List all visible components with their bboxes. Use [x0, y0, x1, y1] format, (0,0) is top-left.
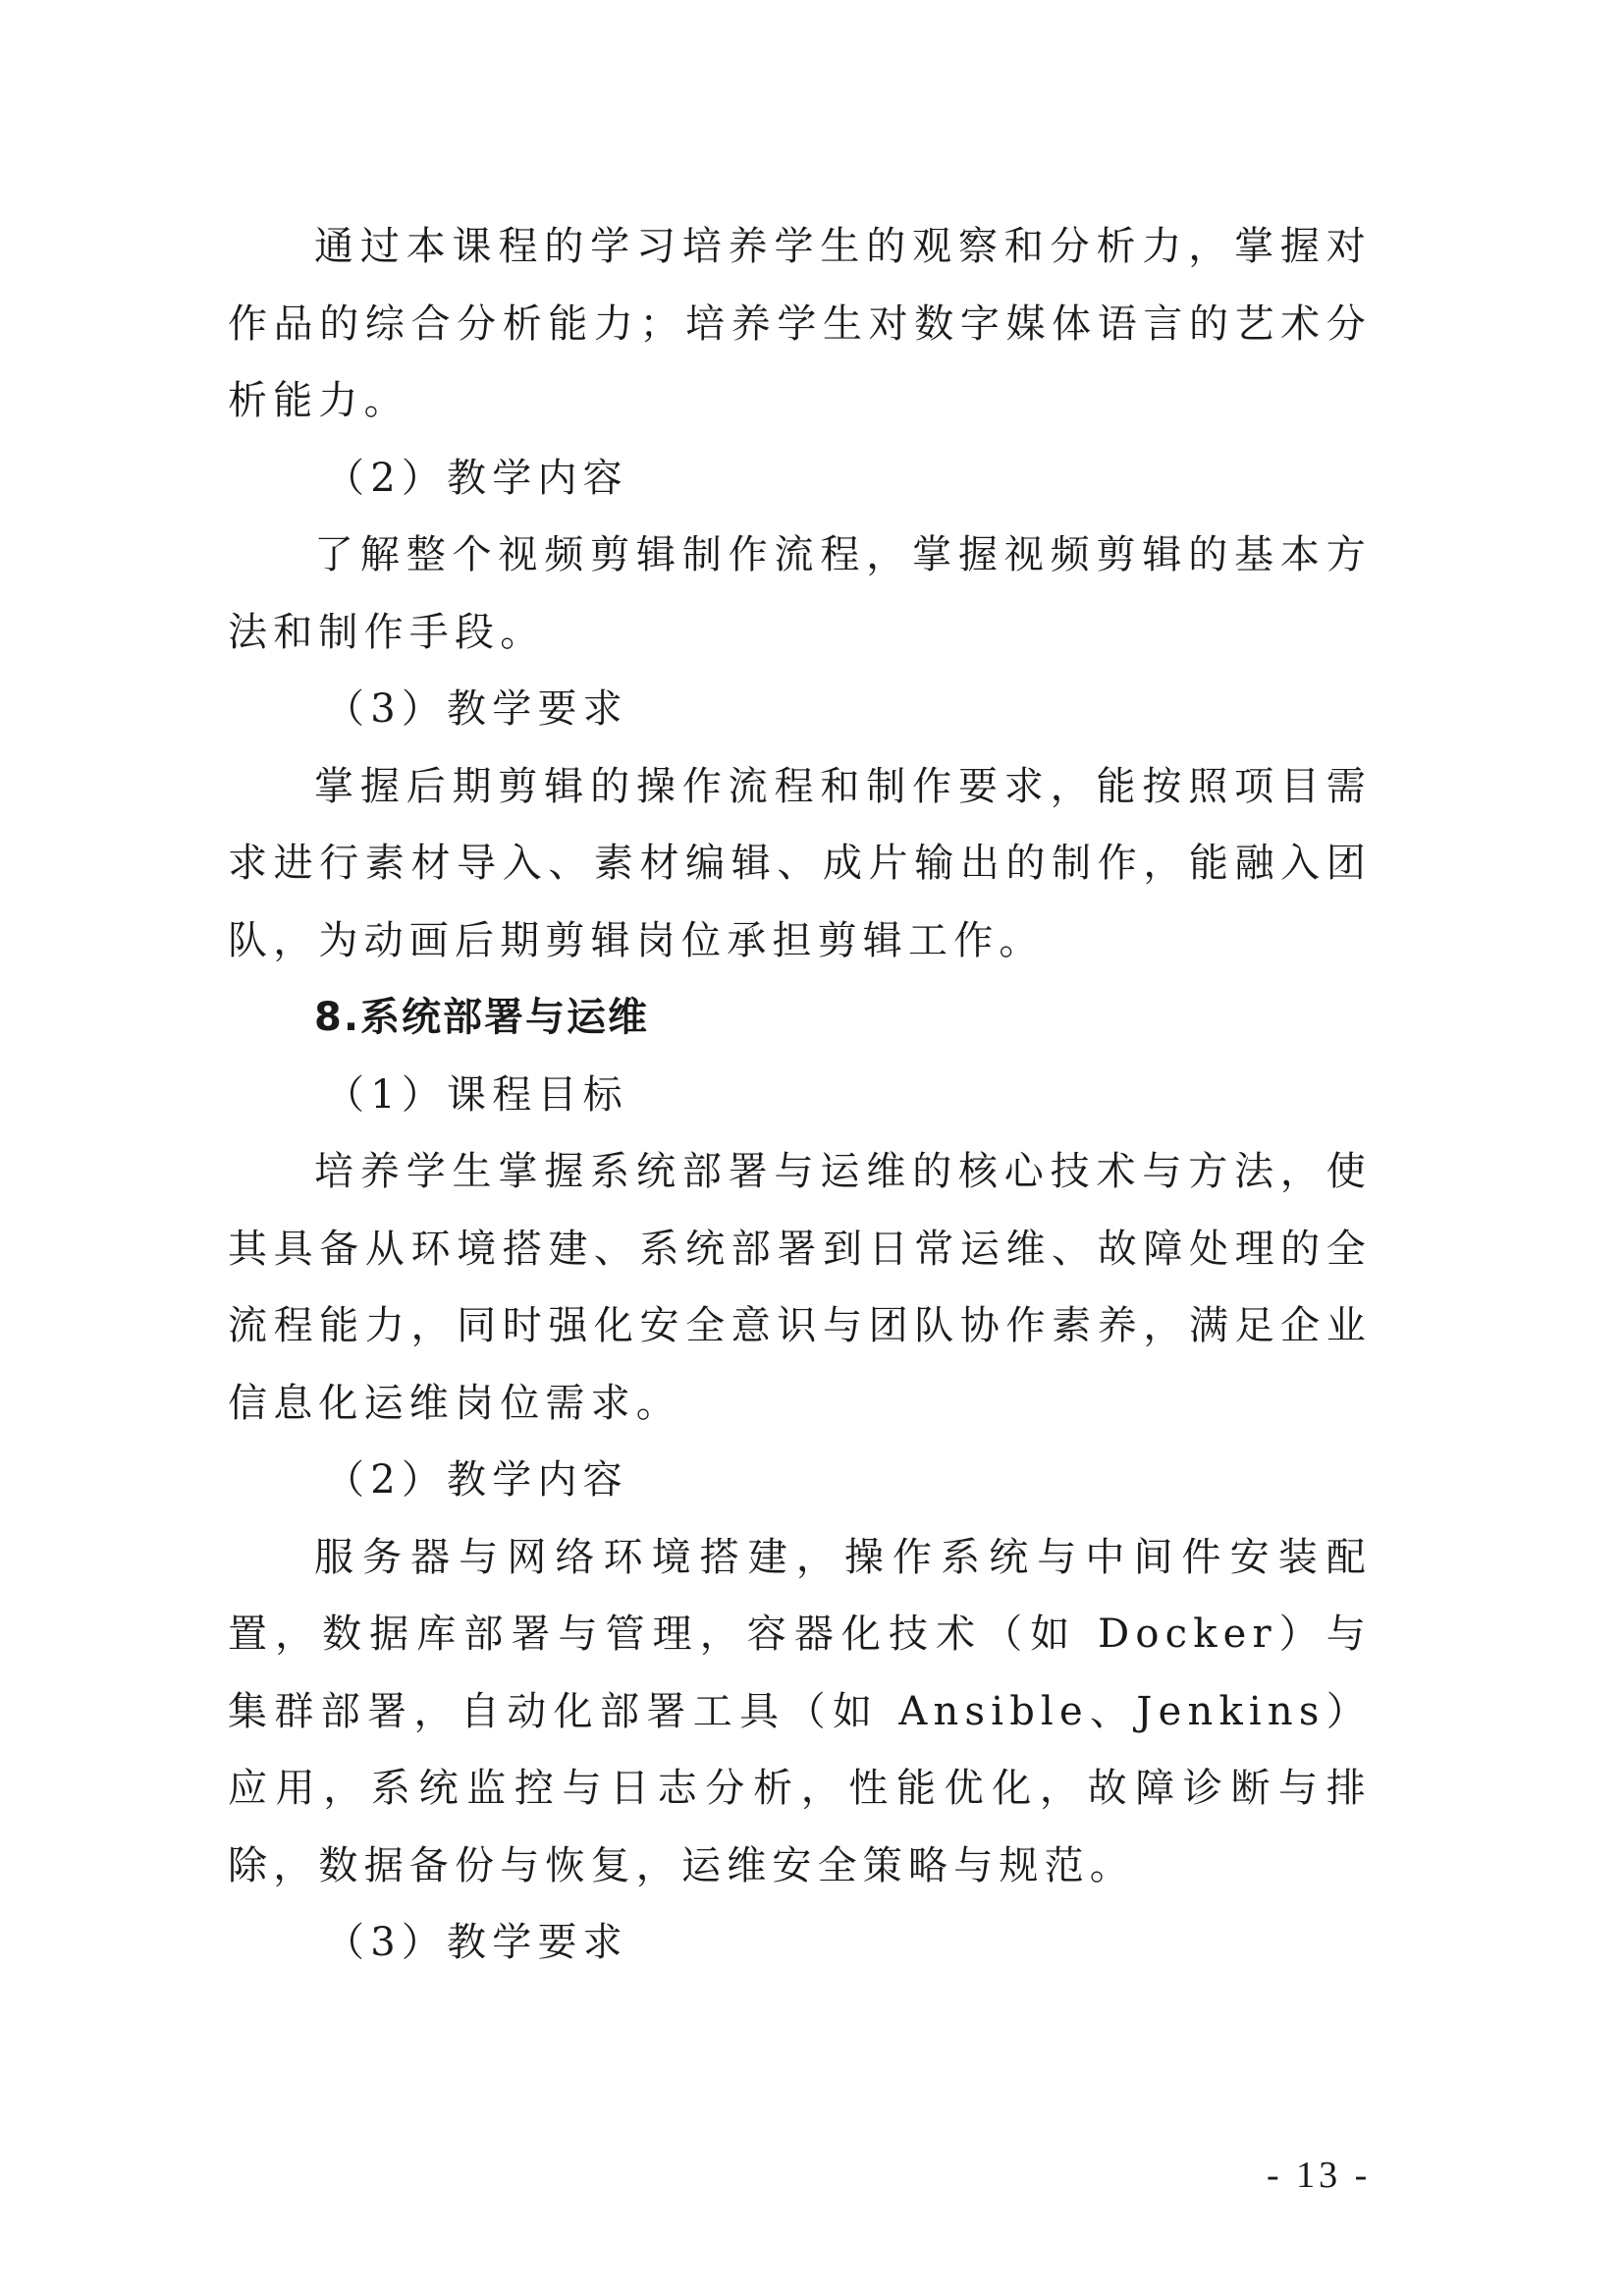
subheading-course-goal: （1）课程目标: [325, 1071, 628, 1118]
page-number: - 13 -: [1267, 2155, 1372, 2196]
subheading-teaching-content: （2）教学内容: [325, 455, 628, 501]
subheading-teaching-requirements: （3）教学要求: [325, 686, 628, 732]
document-body: [228, 208, 1372, 1982]
paragraph-course-goal-text: 通过本课程的学习培养学生的观察和分析力，掌握对作品的综合分析能力；培养学生对数字媒体语言的艺术分析能力。: [228, 224, 1372, 423]
section-heading-system-deployment: 8.系统部署与运维: [314, 995, 650, 1040]
paragraph-course-goal: 培养学生掌握系统部署与运维的核心技术与方法，使其具备从环境搭建、系统部署到日常运维、故障处理的全流程能力，同时强化安全意识与团队协作素养，满足企业信息化运维岗位需求。: [228, 1149, 1372, 1426]
paragraph-teaching-requirements: 掌握后期剪辑的操作流程和制作要求，能按照项目需求进行素材导入、素材编辑、成片输出的制作，能融入团队，为动画后期剪辑岗位承担剪辑工作。: [228, 763, 1372, 963]
subheading-teaching-content-2: （2）教学内容: [325, 1457, 628, 1503]
subheading-teaching-requirements-2: （3）教学要求: [325, 1920, 628, 1965]
paragraph-teaching-content-2: 服务器与网络环境搭建，操作系统与中间件安装配置，数据库部署与管理，容器化技术（如 Docker）与集群部署，自动化部署工具（如 Ansible、Jenkins）应用，系统监控与日志分析，性能优化，故障诊断与排除，数据备份与恢复，运维安全策略与规范。: [228, 1534, 1372, 1888]
paragraph-teaching-content: 了解整个视频剪辑制作流程，掌握视频剪辑的基本方法和制作手段。: [228, 532, 1372, 655]
